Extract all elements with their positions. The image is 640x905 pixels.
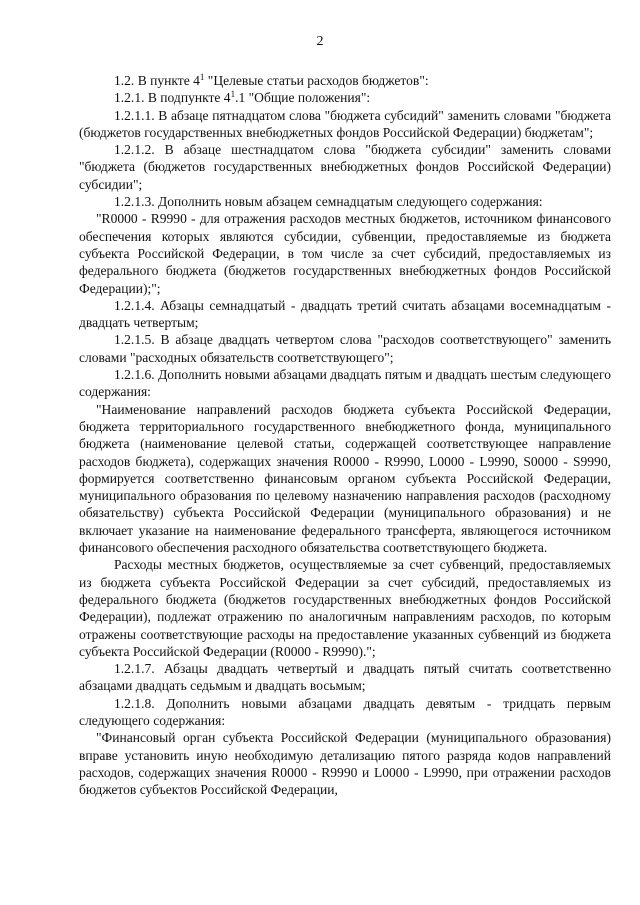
- paragraph-1-2-1-7: 1.2.1.7. Абзацы двадцать четвертый и двадцать пятый считать соответственно абзацами двадцать седьмым и двадцать восьмым;: [79, 661, 611, 694]
- document-body: [79, 72, 611, 798]
- paragraph-1-2-1-2: 1.2.1.2. В абзаце шестнадцатом слова "бюджета субсидии" заменить словами "бюджета (бюджетов государственных внебюджетных фондов Российской Федерации) субсидии";: [79, 142, 611, 192]
- quoted-paragraph-expenses: Расходы местных бюджетов, осуществляемые за счет субвенций, предоставляемых из бюджета субъекта Российской Федерации за счет субсидий, предоставляемых из федерального бюджета (бюджетов государственных внебюджетных фондов Российской Федерации), подлежат отражению по аналогичным направлениям расходов, по которым отражены соответствующие расходы на предоставление указанных субвенций из бюджета субъекта Российской Федерации (R0000 - R9990).";: [79, 557, 611, 659]
- paragraph-text: .1 "Общие положения":: [235, 90, 371, 106]
- paragraph-1-2-1-3: 1.2.1.3. Дополнить новым абзацем семнадцатым следующего содержания:: [114, 194, 543, 210]
- paragraph-1-2-1-8: 1.2.1.8. Дополнить новыми абзацами двадцать девятым - тридцать первым следующего содержания:: [79, 695, 611, 728]
- paragraph-text: 1.2. В пункте 4: [114, 73, 200, 88]
- page-number: 2: [316, 34, 324, 49]
- paragraph-text: "Целевые статьи расходов бюджетов":: [204, 73, 429, 88]
- quoted-paragraph-r0000: "R0000 - R9990 - для отражения расходов местных бюджетов, источником финансового обеспечения которых являются субсидии, субвенции, предоставляемые из бюджета субъекта Российской Федерации, в том числе за счет субсидий, предоставляемых из федерального бюджета (бюджетов государственных внебюджетных фондов Российской Федерации);";: [79, 211, 611, 296]
- superscript: 1: [199, 72, 205, 82]
- superscript: 1: [230, 89, 236, 100]
- paragraph-1-2-1: [79, 89, 611, 106]
- paragraph-text: 1.2.1. В подпункте 4: [114, 90, 231, 106]
- paragraph-1-2: [79, 72, 611, 89]
- paragraph-1-2-1-4: 1.2.1.4. Абзацы семнадцатый - двадцать третий считать абзацами восемнадцатым - двадцать четвертым;: [79, 297, 611, 331]
- paragraph-1-2-1-5: 1.2.1.5. В абзаце двадцать четвертом слова "расходов соответствующего" заменить словами "расходных обязательств соответствующего";: [79, 332, 611, 365]
- quoted-paragraph-financial-body: "Финансовый орган субъекта Российской Федерации (муниципального образования) вправе установить иную необходимую детализацию пятого разряда кодов направлений расходов, содержащих значения R0000 - R9990 и L0000 - L9990, при отражении расходов бюджетов субъектов Российской Федерации,: [79, 730, 611, 798]
- paragraph-1-2-1-6: 1.2.1.6. Дополнить новыми абзацами двадцать пятым и двадцать шестым следующего содержания:: [79, 367, 611, 400]
- paragraph-1-2-1-1: 1.2.1.1. В абзаце пятнадцатом слова "бюджета субсидий" заменить словами "бюджета (бюджетов государственных внебюджетных фондов Российской Федерации) бюджетам";: [79, 107, 611, 140]
- quoted-paragraph-naming: "Наименование направлений расходов бюджета субъекта Российской Федерации, бюджета территориального государственного внебюджетного фонда, муниципального бюджета (наименование целевой статьи, содержащей соответствующее направление расходов бюджета), содержащих значения R0000 - R9990, L0000 - L9990, S0000 - S9990, формируется соответственно финансовым органом субъекта Российской Федерации, муниципального образования по целевому назначению направления расходов (расходному обязательству) субъекта Российской Федерации (муниципального образования) и не включает указание на наименование федерального трансферта, являющегося источником финансового обеспечения расходного обязательства соответствующего бюджета.: [79, 401, 611, 556]
